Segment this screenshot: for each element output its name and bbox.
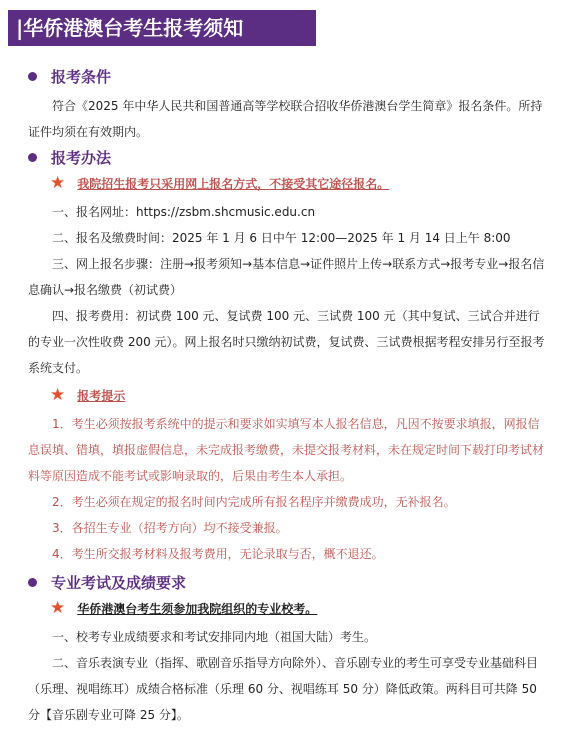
method-item: 三、网上报名步骤：注册→报考须知→基本信息→证件照片上传→联系方式→报考专业→报名信息确认→报名缴费（初试费） (28, 257, 545, 297)
exam-item: 二、音乐表演专业（指挥、歌剧音乐指导方向除外）、音乐剧专业的考生可享受专业基础科目（乐理、视唱练耳）成绩合格标准（乐理 60 分、视唱练耳 50 分）降低政策。两科目可共降 50 分【音乐剧专业可降 25 分】。 (28, 656, 539, 722)
section-title: 专业考试及成绩要求 (51, 574, 187, 592)
tip-item: 2．考生必须在规定的报名时间内完成所有报名程序并缴费成功，无补报名。 (52, 495, 456, 509)
section-title: 报考条件 (51, 68, 112, 86)
page-title: |华侨港澳台考生报考须知 (8, 10, 316, 46)
exam-notice (50, 598, 317, 618)
bullet-dot-icon (28, 578, 37, 587)
section-heading-exam (28, 572, 186, 593)
tip-item: 4．考生所交报考材料及报考费用，无论录取与否，概不退还。 (52, 547, 384, 561)
bullet-dot-icon (28, 153, 37, 162)
exam-notice-text: 华侨港澳台考生须参加我院组织的专业校考。 (77, 601, 318, 616)
tip-item: 1．考生必须按报考系统中的提示和要求如实填写本人报名信息，凡因不按要求填报，网报信息误填、错填，填报虚假信息，未完成报考缴费，未提交报考材料，未在规定时间下载打印考试材料等原因造成不能考试或影响录取的，后果由考生本人承担。 (28, 417, 545, 483)
method-notice (50, 173, 389, 193)
tips-heading (50, 385, 125, 405)
method-item: 二、报名及缴费时间：2025 年 1 月 6 日中午 12:00—2025 年 1 月 14 日上午 8:00 (52, 231, 511, 245)
exam-item: 一、校考专业成绩要求和考试安排同内地（祖国大陆）考生。 (52, 630, 377, 644)
section-heading-conditions (28, 66, 111, 87)
section-title: 报考办法 (51, 149, 112, 167)
star-icon: ★ (50, 385, 66, 405)
tips-heading-text: 报考提示 (77, 388, 126, 403)
method-item: 一、报名网址：https://zsbm.shcmusic.edu.cn (52, 205, 316, 219)
section-heading-method (28, 147, 111, 168)
tip-item: 3．各招生专业（招考方向）均不接受兼报。 (52, 521, 288, 535)
method-notice-text: 我院招生报考只采用网上报名方式，不接受其它途径报名。 (77, 176, 390, 191)
star-icon: ★ (50, 173, 66, 193)
conditions-text: 符合《2025 年中华人民共和国普通高等学校联合招收华侨港澳台学生简章》报名条件。所持证件均须在有效期内。 (28, 99, 543, 139)
bullet-dot-icon (28, 72, 37, 81)
method-item: 四、报考费用：初试费 100 元、复试费 100 元、三试费 100 元（其中复试、三试合并进行的专业一次性收费 200 元）。网上报名时只缴纳初试费，复试费、三试费根据考程安排另行至报考系统支付。 (28, 309, 545, 375)
star-icon: ★ (50, 598, 66, 618)
